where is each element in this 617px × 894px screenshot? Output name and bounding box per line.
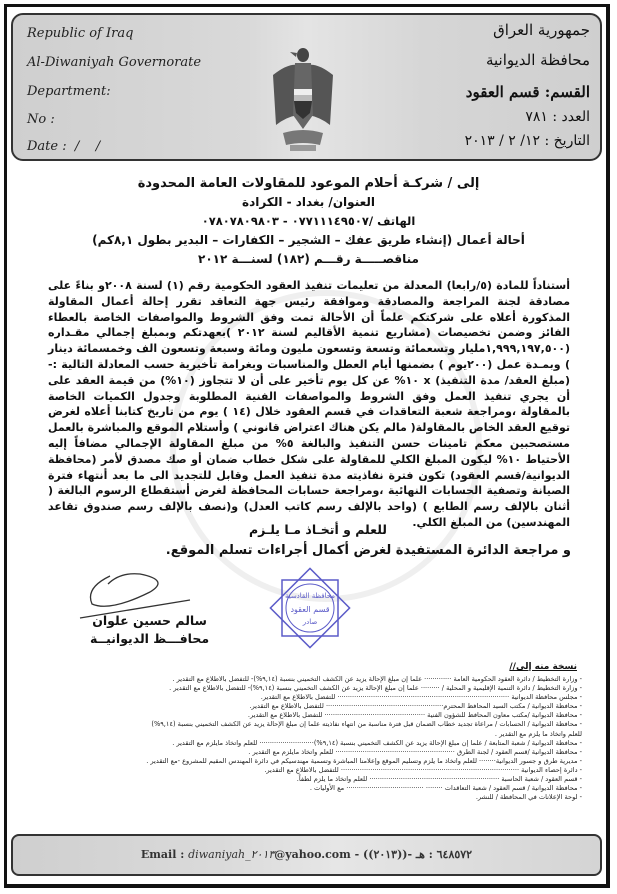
footer-contact bbox=[11, 834, 602, 876]
copy-recipient-item: - محافظة الديوانية /قسم العقود / لجنة الطرق ························································· للعلم واتخاذ مايلزم مع التقدير . bbox=[248, 747, 582, 756]
stamp-text-middle: قسم العقود bbox=[290, 605, 330, 614]
letter-body: أستناداً للمادة (٥/رابعا) المعدلة من تعليمات تنفيذ العقود الحكومية رقم (١) لسنة ٢٠٠٨و بناءً على مصادقة لجنة المراجعة والمصادقة وموافقة رئيس جهة التعاقد تقرر إحالة أعمال المقاولة المذكورة أعلاه على شركتكم علماً أن الأحالة تمت وفق الشروط والمواصفات الخاصة بالعطاء الفائز وضمن تخصيصات (مشاريع تنمية الأقاليم لسنة ٢٠١٢ )بعهدتكم وبمبلغ إجمالي مقـداره (١,٩٩٩,١٩٧,٥٠٠مليار وتسعمائة وتسعة وتسعون مليون ومائة وسبعة وتسعون الف وخمسمائة دينار ) وبمـدة عمل (٢٠٠يوم ) بضمنها أيام العطل والمناسبات وبغرامة تأخيرية حسب المعادلة التالية :- (مبلغ العقد/ مدة التنفيذ) x ١٠% عن كل يوم تأخير على أن لا تتجاوز (١٠%) من قيمة العقد على أن يجري تنفيذ العمل وفق الشروط والمواصفات الفنية المطلوبة وجدول الكميات الخاصة بالمقاولة ،ومراجعة شعبة التعاقدات في قسم العقود خلال (١٤ ) يوم من تاريخ كتابنا أعلاه لغرض توقيع العقد الخاص بالمقاولة( مالم يكن هناك اعتراض قانوني ) وأستلام الموقع والمباشرة بالعمل مستصحبين معكم تامينات حسن التنفيذ والبالغة ٥% من مبلغ المقاولة الإجمالي مضافاً إليه الأحتياط ١٠% ليكون المبلغ الكلي للمقاولة على شكل خطاب ضمان أو صك مصدق لأمر (محافظة الديوانية/قسم العقود) تكون فترة نفاذيته مدة تنفيذ العمل وقابل للتجديد الى ما بعد أنتهاء فترة الصيانة وتصفية الحسابات النهائية ،ومراجعة حسابات المحافظة لغرض أستقطاع الرسوم البالغة ( أثنان بالإلف رسم الطابع ) (واحد بالإلف رسم كاتب العدل) و(نصف بالإلف رسم صندوق تقاعد المهندسين) من المبلغ الكلي. bbox=[48, 279, 570, 529]
closing-line-1: للعلم و أتخـاذ مـا يلـزم bbox=[248, 522, 387, 537]
email-label: Email : bbox=[140, 848, 185, 861]
email-domain: @yahoo.com bbox=[274, 848, 351, 861]
addressee-address: العنوان/ بغداد - الكرادة bbox=[242, 195, 375, 209]
english-department-label: Department: bbox=[27, 84, 111, 99]
copy-recipient-item: - محافظة الديوانية / شعبة المتابعة / علما إن مبلغ الإحالة يزيد عن الكشف التخميني بنسبة (٩,١٤%)·························· للعلم واتخاذ مايلزم مع التقدير . bbox=[172, 738, 582, 747]
copy-recipient-item: - قسم العقود / شعبة الحاسبة ······························································ للعلم واتخاذ ما يلزم لطفاً. bbox=[296, 775, 582, 784]
tender-number: مناقصـــــة رقـــم (١٨٢) لسنـــة ٢٠١٢ bbox=[198, 252, 419, 266]
copy-recipient-item: - مديرية طرق و جسور الديوانية········ للعلم واتخاذ ما يلزم وتسليم الموقع وإعلامنا المباشرة وتسمية مهندسيكم في دائرة المهندس المقيم للمشروع -مع التقدير . bbox=[146, 756, 582, 765]
copy-recipient-item: للعلم واتخاذ ما يلزم مع التقدير . bbox=[494, 729, 582, 738]
document-number: العدد : ٧٨١ bbox=[525, 109, 590, 125]
copy-recipient-item: - لوحة الإعلانات في المحافظة / للنشر. bbox=[475, 793, 582, 802]
copy-recipient-item: - وزارة التخطيط / دائرة التنمية الإقليمية و المحلية / ········· علما إن مبلغ الإحالة يزيد عن الكشف التخميني بنسبة (٩,١٤%)- للتفضل بالاطلاع مع التقدير . bbox=[169, 684, 582, 693]
copy-recipient-item: - دائرة إحصاء الديوانية ····················································································· للتفضل بالاطلاع مع التقدير. bbox=[264, 765, 582, 774]
copy-recipient-item: - محافظة الديوانية / مكتب السيد المحافظ المحترم························································ للتفضل بالاطلاع مع التقدير. bbox=[249, 702, 582, 711]
copies-title: نسخة منه إلى// bbox=[509, 662, 577, 672]
copy-recipient-item: - مجلس محافظة الديوانية ·················································································· للتفضل بالاطلاع مع التقدير. bbox=[260, 693, 582, 702]
arabic-country: جمهورية العراق bbox=[493, 21, 590, 39]
copy-recipient-item: - محافظة الديوانية /مكتب معاون المحافظ للشؤون الفنية ················································ للتفضل بالاطلاع مع التقدير. bbox=[247, 711, 582, 720]
signatory bbox=[90, 612, 209, 648]
footer-phone: - ((٢٠١٣))- ٦٤٨٥٧٢ : هـ bbox=[350, 848, 473, 861]
letterhead bbox=[11, 13, 602, 161]
signatory-title: محافـــظ الديوانيــة bbox=[90, 631, 210, 646]
iraq-eagle-emblem-icon bbox=[268, 45, 338, 157]
email-user: diwaniyah_٢٠١٣ bbox=[188, 848, 275, 861]
english-governorate: Al-Diwaniyah Governorate bbox=[27, 55, 202, 70]
copy-recipient-item: - محافظة الديوانية / الحسابات / مراعاة تجديد خطاب الضمان قبل فترة مناسبة من انتهاء نفاذيته علما إن مبلغ الإحالة يزيد عن الكشف التخميني بنسبة (٩,١٤%) bbox=[151, 720, 582, 729]
arabic-governorate: محافظة الديوانية bbox=[485, 51, 590, 69]
closing-line-2: و مراجعة الدائرة المستفيدة لغرض أكمال أجراءات تسلم الموقع. bbox=[165, 543, 571, 558]
stamp-text-top: محافظة القادسية bbox=[284, 592, 336, 600]
stamp-text-bottom: صادر bbox=[302, 618, 318, 626]
signatory-name: سالم حسين علوان bbox=[92, 613, 207, 628]
addressee-phone: الهاتف /٠٧٧١١١٤٩٥٠٧ - ٠٧٨٠٧٨٠٩٨٠٣ bbox=[201, 214, 416, 228]
arabic-department: القسم: قسم العقود bbox=[465, 83, 590, 101]
copy-recipient-item: - محافظة الديوانية / قسم العقود / شعبة التعاقدات ········ ····································· مع الأوليات . bbox=[309, 784, 582, 793]
document-date: التاريخ : ١٢/ ٢ / ٢٠١٣ bbox=[464, 133, 590, 149]
english-country: Republic of Iraq bbox=[27, 26, 134, 41]
english-number-label: No : bbox=[27, 112, 55, 127]
addressee-company: إلى / شركـة أحلام الموعود للمقاولات العامة المحدودة bbox=[137, 176, 480, 191]
official-stamp-icon bbox=[264, 562, 356, 654]
subject-line: أحالة أعمال (إنشاء طريق عفك – الشجير – الكفارات – البدير بطول ٨,١كم) bbox=[92, 233, 525, 247]
copy-recipient-item: - وزارة التخطيط / دائرة العقود الحكومية العامة ············· علما إن مبلغ الإحالة يزيد عن الكشف التخميني بنسبة (٩,١٤%)- للتفضل بالاطلاع مع التقدير . bbox=[172, 675, 582, 683]
copies-list bbox=[50, 675, 582, 802]
english-date-label: Date : / / bbox=[27, 139, 101, 154]
